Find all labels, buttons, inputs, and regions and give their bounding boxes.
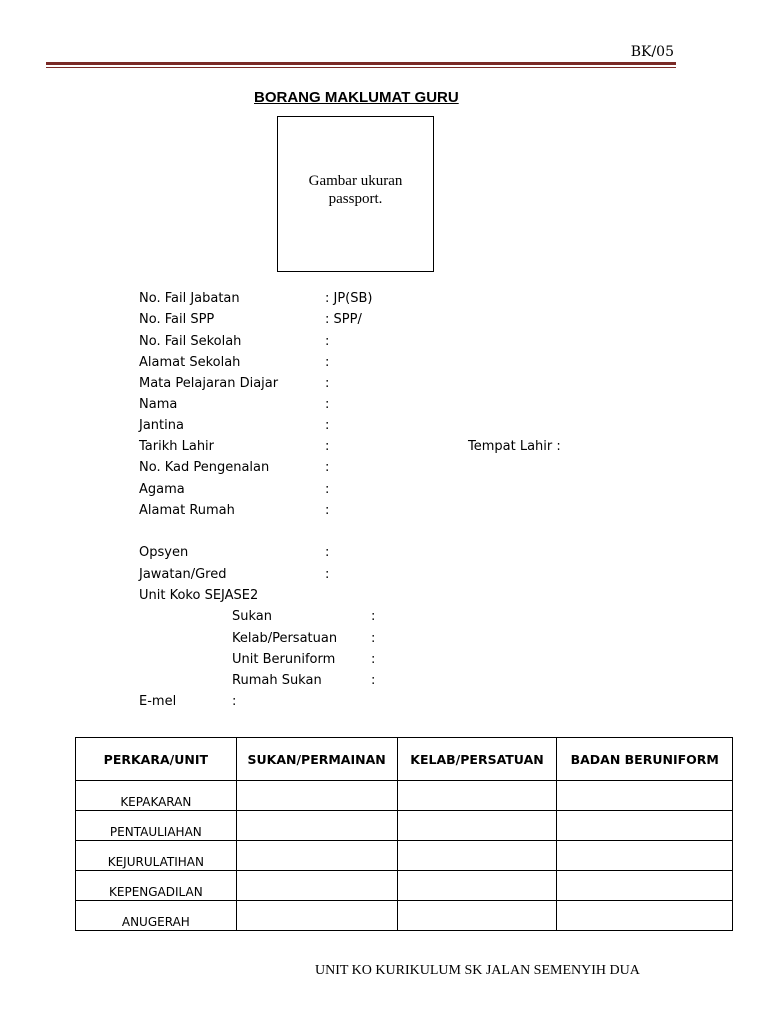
table-cell	[397, 871, 557, 901]
table-header-row	[76, 738, 733, 781]
table-cell	[397, 841, 557, 871]
label-jawatan-gred: Jawatan/Gred	[139, 567, 227, 582]
table-cell	[236, 901, 397, 931]
value-jantina: :	[325, 418, 330, 433]
table-cell	[557, 781, 733, 811]
table-cell	[236, 871, 397, 901]
row-label-pentauliahan: PENTAULIAHAN	[76, 811, 237, 841]
label-unit-beruniform: Unit Beruniform	[232, 652, 336, 667]
value-tarikh-lahir: :	[325, 439, 330, 454]
label-unit-koko: Unit Koko SEJASE2	[139, 588, 259, 603]
header-rule-thick	[46, 62, 676, 65]
value-rumah-sukan: :	[371, 673, 376, 688]
label-email: E-mel	[139, 694, 177, 709]
row-label-kejurulatihan: KEJURULATIHAN	[76, 841, 237, 871]
value-jawatan-gred: :	[325, 567, 330, 582]
table-row	[76, 781, 733, 811]
table-cell	[557, 841, 733, 871]
table-row	[76, 811, 733, 841]
table-cell	[236, 781, 397, 811]
table-cell	[397, 781, 557, 811]
cocurricular-table	[75, 737, 733, 931]
value-no-fail-spp: : SPP/	[325, 312, 362, 327]
label-alamat-rumah: Alamat Rumah	[139, 503, 235, 518]
label-no-fail-sekolah: No. Fail Sekolah	[139, 334, 242, 349]
table-cell	[397, 811, 557, 841]
photo-caption-line1: Gambar ukuran	[308, 173, 403, 189]
table-row	[76, 841, 733, 871]
value-agama: :	[325, 482, 330, 497]
table-cell	[557, 901, 733, 931]
table-cell	[557, 811, 733, 841]
photo-caption-line2: passport.	[328, 191, 383, 207]
table-cell	[397, 901, 557, 931]
th-perkara-unit: PERKARA/UNIT	[76, 738, 237, 781]
label-no-fail-jabatan: No. Fail Jabatan	[139, 291, 240, 306]
row-label-kepakaran: KEPAKARAN	[76, 781, 237, 811]
value-no-fail-sekolah: :	[325, 334, 330, 349]
label-opsyen: Opsyen	[139, 545, 189, 560]
table-cell	[557, 871, 733, 901]
value-no-fail-jabatan: : JP(SB)	[325, 291, 373, 306]
value-opsyen: :	[325, 545, 330, 560]
label-kelab-persatuan: Kelab/Persatuan	[232, 631, 338, 646]
value-sukan: :	[371, 609, 376, 624]
value-email: :	[232, 694, 237, 709]
label-sukan: Sukan	[232, 609, 272, 624]
value-no-kad-pengenalan: :	[325, 460, 330, 475]
label-tempat-lahir: Tempat Lahir :	[468, 439, 561, 454]
label-no-fail-spp: No. Fail SPP	[139, 312, 215, 327]
table-row	[76, 901, 733, 931]
label-alamat-sekolah: Alamat Sekolah	[139, 355, 241, 370]
label-tarikh-lahir: Tarikh Lahir	[139, 439, 215, 454]
header-rule-thin	[46, 67, 676, 68]
label-nama: Nama	[139, 397, 178, 412]
value-mata-pelajaran: :	[325, 376, 330, 391]
form-title: BORANG MAKLUMAT GURU	[254, 89, 459, 106]
footer-text: UNIT KO KURIKULUM SK JALAN SEMENYIH DUA	[315, 963, 640, 978]
value-alamat-sekolah: :	[325, 355, 330, 370]
passport-photo-box	[277, 116, 434, 272]
th-sukan-permainan: SUKAN/PERMAINAN	[236, 738, 397, 781]
label-agama: Agama	[139, 482, 185, 497]
label-no-kad-pengenalan: No. Kad Pengenalan	[139, 460, 270, 475]
form-code: BK/05	[630, 44, 674, 60]
value-kelab-persatuan: :	[371, 631, 376, 646]
value-unit-beruniform: :	[371, 652, 376, 667]
label-mata-pelajaran: Mata Pelajaran Diajar	[139, 376, 279, 391]
table-cell	[236, 811, 397, 841]
label-rumah-sukan: Rumah Sukan	[232, 673, 322, 688]
row-label-anugerah: ANUGERAH	[76, 901, 237, 931]
value-nama: :	[325, 397, 330, 412]
table-cell	[236, 841, 397, 871]
value-alamat-rumah: :	[325, 503, 330, 518]
table-row	[76, 871, 733, 901]
th-badan-beruniform: BADAN BERUNIFORM	[557, 738, 733, 781]
th-kelab-persatuan: KELAB/PERSATUAN	[397, 738, 557, 781]
label-jantina: Jantina	[139, 418, 184, 433]
row-label-kepengadilan: KEPENGADILAN	[76, 871, 237, 901]
